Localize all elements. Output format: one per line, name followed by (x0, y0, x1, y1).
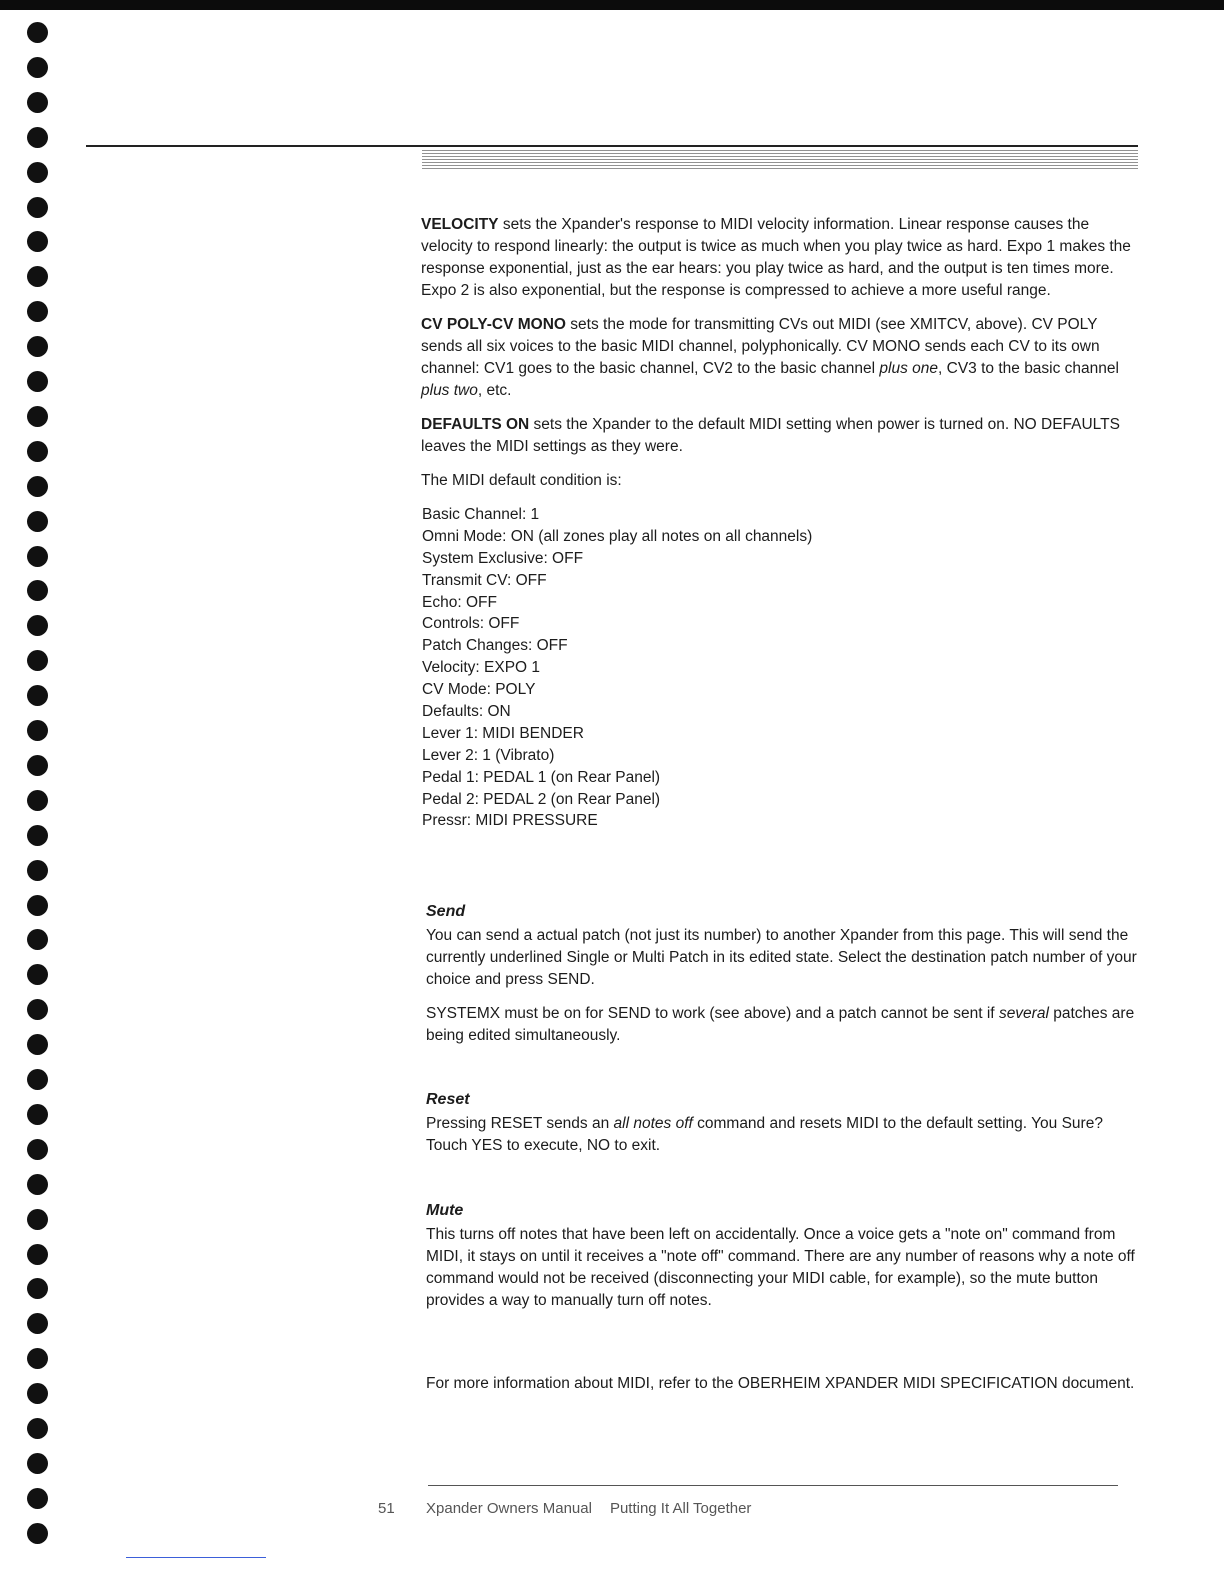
binder-hole (27, 999, 48, 1020)
binder-hole (27, 929, 48, 950)
binder-hole (27, 755, 48, 776)
cv-poly-text-b: , CV3 to the basic channel (938, 360, 1119, 377)
send-text-a: SYSTEMX must be on for SEND to work (see above) and a patch cannot be sent if (426, 1005, 999, 1022)
binder-hole (27, 790, 48, 811)
binder-hole (27, 1139, 48, 1160)
binder-hole (27, 336, 48, 357)
binder-hole (27, 57, 48, 78)
binder-hole (27, 197, 48, 218)
binder-hole (27, 860, 48, 881)
list-item: Patch Changes: OFF (422, 637, 568, 655)
binder-hole (27, 1348, 48, 1369)
binder-hole (27, 371, 48, 392)
binder-hole (27, 441, 48, 462)
send-section (426, 901, 1142, 1059)
velocity-text: sets the Xpander's response to MIDI velocity information. Linear response causes the velocity to respond linearly: the output is twice as much when you play twice as hard. Expo 1 makes the response exponential, just as the ear hears: you play twice as hard, and the output is ten times more. Expo 2 is also exponential, but the response is compressed to achieve a more useful range. (421, 216, 1131, 299)
mute-section (426, 1200, 1142, 1324)
velocity-term: VELOCITY (421, 216, 499, 233)
mute-heading: Mute (426, 1202, 464, 1219)
bottom-underline (126, 1557, 266, 1558)
send-text-b: patches are being edited simultaneously. (426, 1005, 1135, 1044)
more-info-section (426, 1373, 1142, 1407)
list-item: System Exclusive: OFF (422, 549, 584, 567)
list-item: Transmit CV: OFF (422, 571, 547, 589)
send-paragraph-1: You can send a actual patch (not just its number) to another Xpander from this page. This will send the currently underlined Single or Multi Patch in its edited state. Select the destination patch number of your choice and press SEND. (426, 927, 1137, 988)
binder-hole (27, 1523, 48, 1544)
send-paragraph-2 (426, 1003, 1142, 1047)
binder-hole (27, 580, 48, 601)
cv-poly-paragraph (421, 314, 1141, 402)
binder-hole (27, 511, 48, 532)
list-item: Velocity: EXPO 1 (422, 659, 541, 677)
binder-hole (27, 1418, 48, 1439)
binder-hole (27, 162, 48, 183)
binder-hole (27, 1174, 48, 1195)
binder-hole (27, 127, 48, 148)
binder-holes (27, 22, 51, 1562)
list-item: CV Mode: POLY (422, 681, 536, 699)
cv-poly-italic-a: plus one (879, 360, 939, 377)
cv-poly-italic-b: plus two (421, 382, 478, 399)
binder-hole (27, 266, 48, 287)
binder-hole (27, 720, 48, 741)
binder-hole (27, 615, 48, 636)
binder-hole (27, 546, 48, 567)
list-item: Omni Mode: ON (all zones play all notes on all channels) (422, 527, 813, 545)
binder-hole (27, 1383, 48, 1404)
binder-hole (27, 825, 48, 846)
binder-hole (27, 1069, 48, 1090)
binder-hole (27, 1488, 48, 1509)
binder-hole (27, 685, 48, 706)
header-rule (86, 145, 1138, 147)
binder-hole (27, 231, 48, 252)
footer-section: Putting It All Together (609, 1500, 752, 1517)
default-intro: The MIDI default condition is: (421, 472, 622, 489)
binder-hole (27, 1244, 48, 1265)
list-item: Pressr: MIDI PRESSURE (422, 812, 598, 830)
binder-hole (27, 650, 48, 671)
binder-hole (27, 1453, 48, 1474)
binder-hole (27, 406, 48, 427)
footer-title: Xpander Owners Manual (426, 1500, 592, 1517)
binder-hole (27, 895, 48, 916)
send-heading: Send (426, 903, 466, 920)
reset-text-a: Pressing RESET sends an (426, 1115, 614, 1132)
defaults-on-paragraph (421, 414, 1141, 458)
binder-hole (27, 1034, 48, 1055)
binder-hole (27, 92, 48, 113)
header-hatch-bar (422, 150, 1138, 170)
binder-hole (27, 1209, 48, 1230)
reset-heading: Reset (426, 1091, 470, 1108)
defaults-on-term: DEFAULTS ON (421, 416, 530, 433)
midi-options-body (421, 214, 1141, 832)
list-item: Pedal 2: PEDAL 2 (on Rear Panel) (422, 790, 661, 808)
list-item: Lever 2: 1 (Vibrato) (422, 746, 555, 764)
defaults-on-text: sets the Xpander to the default MIDI setting when power is turned on. NO DEFAULTS leaves the MIDI settings as they were. (421, 416, 1120, 455)
mute-paragraph: This turns off notes that have been left on accidentally. Once a voice gets a "note on" command from MIDI, it stays on until it receives a "note off" command. There are any number of reasons why a note off command would not be received (disconnecting your MIDI cable, for example), so the mute button provides a way to manually turn off notes. (426, 1226, 1135, 1309)
defaults-list (422, 504, 1141, 832)
list-item: Lever 1: MIDI BENDER (422, 724, 584, 742)
list-item: Defaults: ON (422, 703, 511, 721)
page-top-border (0, 0, 1224, 10)
binder-hole (27, 1313, 48, 1334)
reset-italic: all notes off (613, 1115, 693, 1132)
reset-paragraph (426, 1113, 1142, 1157)
reset-section (426, 1089, 1142, 1169)
list-item: Echo: OFF (422, 593, 497, 611)
binder-hole (27, 22, 48, 43)
footer-rule (428, 1485, 1118, 1486)
list-item: Pedal 1: PEDAL 1 (on Rear Panel) (422, 768, 661, 786)
binder-hole (27, 301, 48, 322)
binder-hole (27, 1104, 48, 1125)
binder-hole (27, 964, 48, 985)
list-item: Basic Channel: 1 (422, 506, 540, 523)
more-info-paragraph: For more information about MIDI, refer to the OBERHEIM XPANDER MIDI SPECIFICATION document. (426, 1375, 1135, 1392)
cv-poly-text-c: , etc. (477, 382, 512, 399)
page-footer (378, 1500, 751, 1517)
cv-poly-text-a: sets the mode for transmitting CVs out MIDI (see XMITCV, above). CV POLY sends all six voices to the basic MIDI channel, polyphonically. CV MONO sends each CV to its own channel: CV1 goes to the basic channel, CV2 to the basic channel (421, 316, 1100, 377)
velocity-paragraph (421, 214, 1141, 302)
binder-hole (27, 1278, 48, 1299)
send-italic: several (998, 1005, 1049, 1022)
binder-hole (27, 476, 48, 497)
cv-poly-term: CV POLY-CV MONO (421, 316, 566, 333)
list-item: Controls: OFF (422, 615, 520, 633)
reset-text-b: command and resets MIDI to the default setting. You Sure? Touch YES to execute, NO to exit. (426, 1115, 1103, 1154)
page-number: 51 (378, 1500, 395, 1517)
